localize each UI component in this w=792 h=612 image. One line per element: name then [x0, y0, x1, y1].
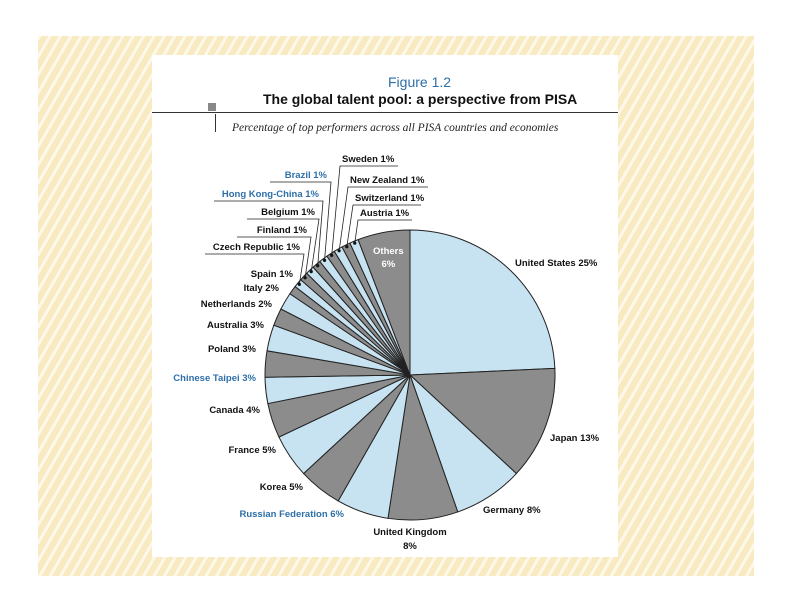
slice-label-spain: Spain 1% [250, 269, 293, 280]
leader-dot-czech-republic [298, 283, 301, 286]
leader-dot-finland [304, 276, 307, 279]
slice-label-hong-kong-china: Hong Kong-China 1% [221, 189, 319, 200]
leader-dot-brazil [323, 259, 326, 262]
slice-label-canada: Canada 4% [209, 405, 260, 416]
slice-label-australia: Australia 3% [206, 320, 264, 331]
slice-label-others-value: 6% [381, 259, 396, 271]
slice-label-netherlands: Netherlands 2% [200, 299, 272, 310]
slice-label-italy: Italy 2% [243, 283, 279, 294]
pie-slice-united-states [410, 230, 555, 375]
slice-label-france: France 5% [228, 445, 276, 456]
leader-dot-sweden [330, 254, 333, 257]
slice-label-russian-federation: Russian Federation 6% [239, 509, 344, 520]
figure-title: The global talent pool: a perspective from PISA [263, 91, 578, 107]
leader-dot-switzerland [345, 245, 348, 248]
slice-label-korea: Korea 5% [259, 482, 303, 493]
leader-dot-hong-kong-china [316, 264, 319, 267]
slice-label-united-states: United States 25% [515, 258, 598, 269]
slice-label-japan: Japan 13% [550, 433, 600, 444]
pie-slices [265, 230, 555, 520]
leader-dot-belgium [310, 270, 313, 273]
slice-label-new-zealand: New Zealand 1% [350, 175, 425, 186]
slice-label-others-name: Others [373, 246, 404, 258]
slice-label-finland: Finland 1% [256, 225, 307, 236]
figure-subtitle: Percentage of top performers across all PISA countries and economies [232, 122, 559, 134]
slice-label-belgium: Belgium 1% [261, 207, 315, 218]
slice-label-chinese-taipei: Chinese Taipei 3% [173, 373, 256, 384]
figure-number: Figure 1.2 [388, 74, 452, 90]
slice-label-brazil: Brazil 1% [284, 170, 327, 181]
slice-label-czech-republic: Czech Republic 1% [212, 242, 300, 253]
slice-label-austria: Austria 1% [360, 208, 410, 219]
slice-label-switzerland: Switzerland 1% [355, 193, 425, 204]
leader-dot-new-zealand [338, 249, 341, 252]
slice-label-germany: Germany 8% [483, 505, 541, 516]
slice-label-united-kingdom: United Kingdom 8% [373, 527, 447, 552]
slice-label-poland: Poland 3% [207, 344, 256, 355]
leader-dot-austria [353, 241, 356, 244]
slice-label-sweden: Sweden 1% [342, 154, 395, 165]
